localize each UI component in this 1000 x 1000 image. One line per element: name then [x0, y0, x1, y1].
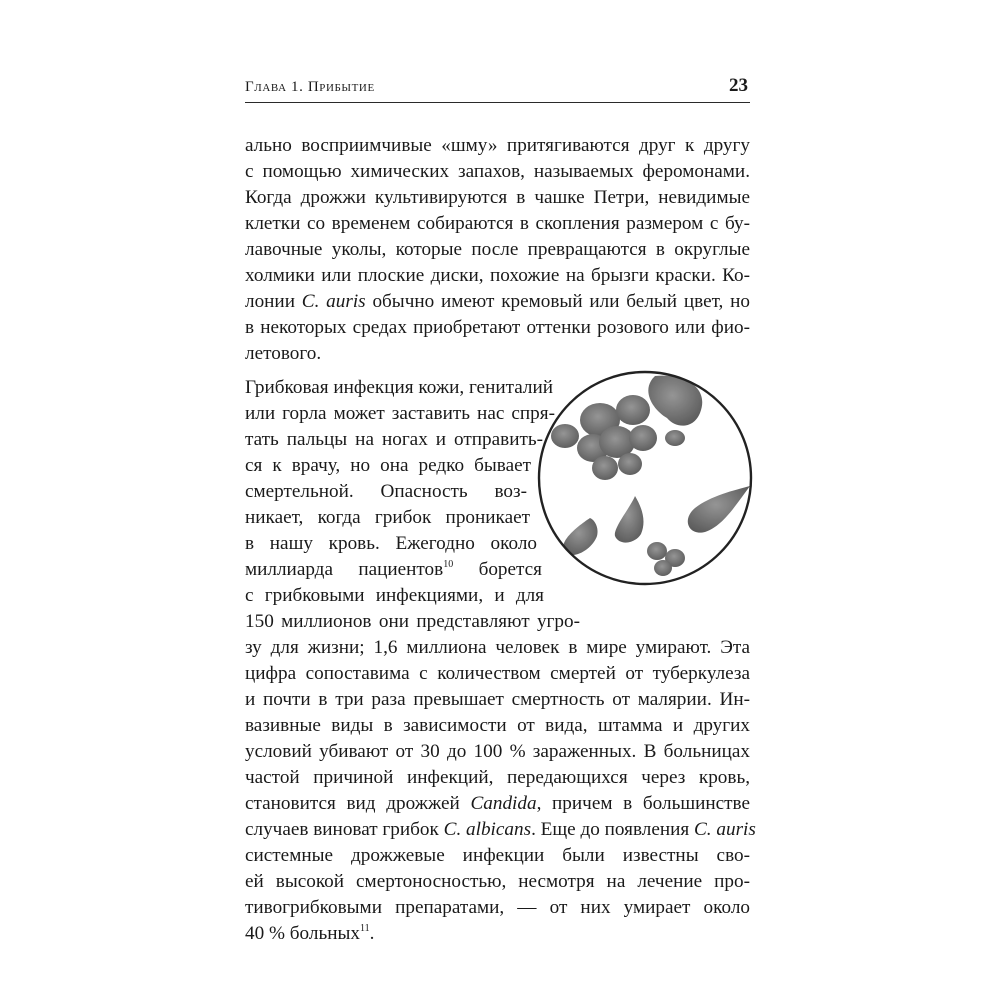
species-name: C. auris — [301, 291, 366, 312]
text-line: в нашу кровь. Ежегодно около — [245, 533, 537, 554]
yeast-cell — [665, 430, 685, 446]
footnote-ref-11: 11 — [359, 923, 370, 934]
footnote-ref-10: 10 — [443, 559, 454, 570]
species-name: C. auris — [694, 819, 756, 840]
text-line: с помощью химических запахов, называемых феромонами. — [245, 161, 750, 182]
text-run: миллиарда пациентов — [245, 559, 444, 580]
text-line — [245, 290, 750, 314]
species-name: C. albicans — [443, 819, 532, 840]
text-line: или горла может заставить нас спря- — [245, 403, 555, 424]
text-line: тивогрибковыми препаратами, — от них умирает около — [245, 897, 750, 918]
text-line: тать пальцы на ногах и отправить- — [245, 429, 543, 450]
text-line: ей высокой смертоносностью, несмотря на лечение про- — [245, 871, 750, 892]
yeast-cell — [551, 424, 579, 448]
text-line: смертельной. Опасность воз- — [245, 481, 527, 502]
page-number: 23 — [729, 75, 748, 96]
text-line: лавочные уколы, которые после превращаются в округлые — [245, 239, 750, 260]
yeast-cell — [618, 453, 642, 475]
text-run: . Еще до появления — [531, 819, 694, 840]
text-line: Когда дрожжи культивируются в чашке Петри, невидимые — [245, 187, 750, 208]
text-line: 150 миллионов они представляют угро- — [245, 611, 580, 632]
text-run: борется — [453, 559, 542, 580]
text-line: условий убивают от 30 до 100 % зараженных. В больницах — [245, 741, 750, 762]
yeast-cell — [592, 456, 618, 480]
text-run: лонии — [245, 291, 302, 312]
header-rule — [245, 102, 750, 103]
text-run: становится вид дрожжей — [245, 793, 471, 814]
text-line: в некоторых средах приобретают оттенки розового или фио- — [245, 317, 750, 338]
text-line — [245, 558, 542, 582]
text-line: Грибковая инфекция кожи, гениталий — [245, 377, 554, 398]
text-run: . — [369, 923, 375, 944]
text-line — [245, 792, 750, 816]
text-line: никает, когда грибок проникает — [245, 507, 530, 528]
running-head — [245, 74, 750, 102]
yeast-cell — [629, 425, 657, 451]
text-run: случаев виноват грибок — [245, 819, 444, 840]
yeast-cell — [616, 395, 650, 425]
text-line: клетки со временем собираются в скопления размером с бу- — [245, 213, 750, 234]
yeast-cell — [647, 542, 667, 560]
text-line: и почти в три раза превышает смертность от малярии. Ин- — [245, 689, 750, 710]
text-line: цифра сопоставима с количеством смертей от туберкулеза — [245, 663, 750, 684]
yeast-cells-svg — [535, 368, 755, 588]
text-run: , причем в большинстве — [536, 793, 750, 814]
chapter-title: Глава 1. Прибытие — [245, 79, 375, 95]
text-line: системные дрожжевые инфекции были известны сво- — [245, 845, 750, 866]
yeast-cell — [654, 560, 672, 576]
text-run: 40 % больных — [245, 923, 360, 944]
text-line: ально восприимчивые «шму» притягиваются друг к другу — [245, 135, 750, 156]
text-line: холмики или плоские диски, похожие на брызги краски. Ко- — [245, 265, 750, 286]
yeast-cells-microscope-icon — [535, 368, 755, 588]
text-line: ся к врачу, но она редко бывает — [245, 455, 531, 476]
text-line: вазивные виды в зависимости от вида, штамма и других — [245, 715, 750, 736]
text-line — [245, 922, 750, 946]
text-line: частой причиной инфекций, передающихся через кровь, — [245, 767, 750, 788]
species-name: Candida — [470, 793, 537, 814]
text-line: с грибковыми инфекциями, и для — [245, 585, 544, 606]
text-line: летового. — [245, 343, 322, 364]
text-run: обычно имеют кремовый или белый цвет, но — [365, 291, 750, 312]
text-line — [245, 818, 756, 842]
text-line: зу для жизни; 1,6 миллиона человек в мире умирают. Эта — [245, 637, 750, 658]
